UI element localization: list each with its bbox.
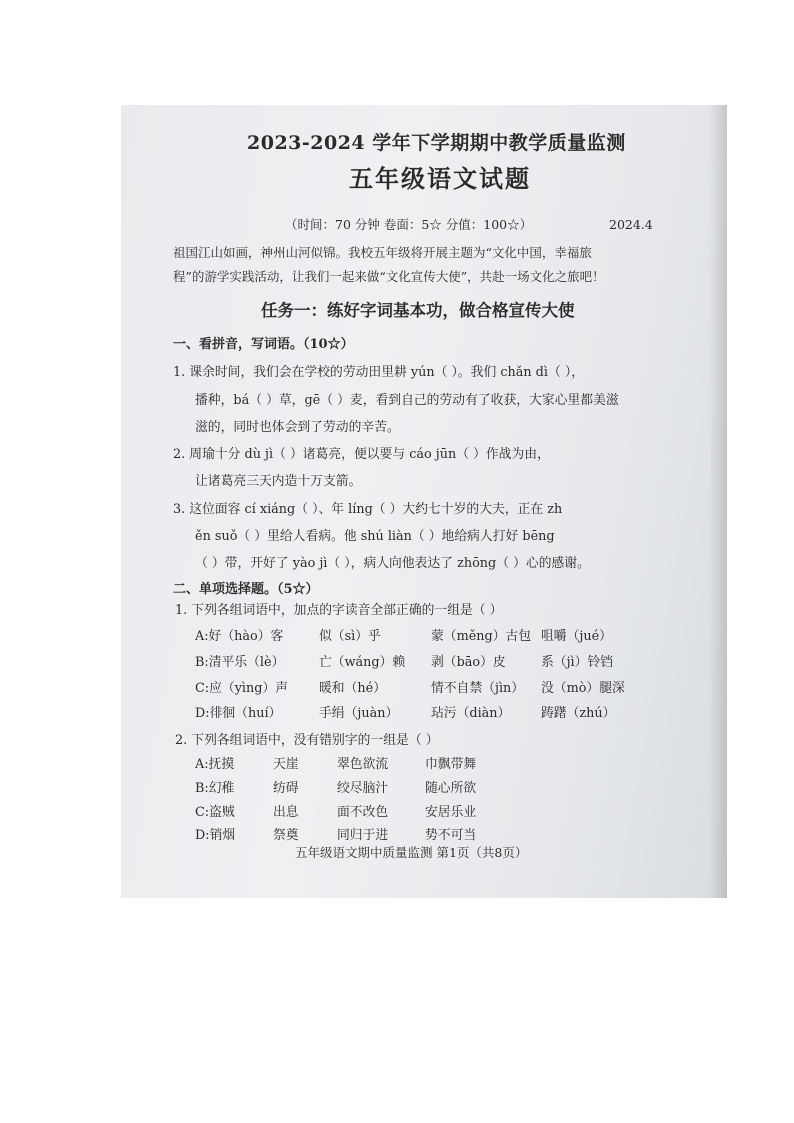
s2-q2-option-a-2: 天崖 — [273, 757, 299, 772]
s2-q2-option-c-1: C:盗贼 — [195, 805, 235, 820]
s2-q1-option-b-2: 亡（wáng）赖 — [319, 655, 406, 670]
exam-meta: （时间：70 分钟 卷面：5☆ 分值：100☆） — [285, 217, 533, 232]
s2-q2-option-a-3: 翠色欲流 — [337, 757, 389, 772]
section1-heading: 一、看拼音，写词语。（10☆） — [173, 337, 354, 352]
s2-q2-option-d-1: D:销烟 — [195, 828, 236, 843]
intro-line-2: 程”的游学实践活动，让我们一起来做“文化宣传大使”，共赴一场文化之旅吧！ — [173, 269, 605, 284]
s2-q2-option-c-3: 面不改色 — [337, 805, 389, 820]
s2-q2-option-a-4: 巾飘带舞 — [425, 757, 477, 772]
s2-q2: 2. 下列各组词语中，没有错别字的一组是（ ） — [175, 733, 439, 748]
s2-q1-option-c-1: C:应（yìng）声 — [195, 681, 289, 696]
s2-q1-option-c-2: 暖和（hé） — [319, 681, 387, 696]
s2-q1-option-d-3: 玷污（diàn） — [431, 706, 511, 721]
intro-line-1: 祖国江山如画，神州山河似锦。我校五年级将开展主题为“文化中国，幸福旅 — [173, 245, 592, 260]
s2-q2-option-b-2: 纺碍 — [273, 781, 299, 796]
s2-q1-option-a-2: 似（sì）乎 — [319, 629, 381, 644]
exam-title: 2023-2024 学年下学期期中教学质量监测 — [247, 132, 626, 154]
task-title: 任务一：练好字词基本功，做合格宣传大使 — [261, 301, 575, 320]
s2-q2-option-c-4: 安居乐业 — [425, 805, 477, 820]
exam-subtitle: 五年级语文试题 — [349, 164, 531, 193]
s1-q3-line1: 3. 这位面容 cí xiáng（ ）、年 líng（ ）大约七十岁的大夫，正在 zh — [173, 502, 563, 517]
s2-q1-option-d-2: 手绢（juàn） — [319, 706, 399, 721]
s2-q1: 1. 下列各组词语中，加点的字读音全部正确的一组是（ ） — [175, 603, 503, 618]
s2-q1-option-c-3: 情不自禁（jìn） — [431, 681, 525, 696]
s2-q2-option-b-4: 随心所欲 — [425, 781, 477, 796]
s1-q3-line2: ěn suǒ（ ）里给人看病。他 shú liàn（ ）地给病人打好 bēng — [195, 529, 555, 544]
s2-q1-option-a-1: A:好（hào）客 — [195, 629, 284, 644]
exam-photo — [121, 105, 727, 898]
s2-q2-option-b-1: B:幻稚 — [195, 781, 235, 796]
s2-q1-option-d-4: 踌躇（zhú） — [541, 706, 616, 721]
s2-q1-option-a-4: 咀嚼（jué） — [541, 629, 612, 644]
s1-q3-line3: （ ）带，开好了 yào jì（ ），病人向他表达了 zhōng（ ）心的感谢。 — [195, 556, 590, 571]
s1-q2-line1: 2. 周瑜十分 dù jì（ ）诸葛亮，便以要与 cáo jūn（ ）作战为由， — [173, 447, 550, 462]
s2-q1-option-d-1: D:徘徊（huí） — [195, 706, 282, 721]
s2-q1-option-b-1: B:清平乐（lè） — [195, 655, 285, 670]
s2-q2-option-d-3: 同归于进 — [337, 828, 389, 843]
s2-q1-option-a-3: 蒙（měng）古包 — [431, 629, 532, 644]
section2-heading: 二、单项选择题。（5☆） — [173, 582, 319, 597]
page-footer: 五年级语文期中质量监测 第1页（共8页） — [295, 845, 528, 860]
s1-q2-line2: 让诸葛亮三天内造十万支箭。 — [195, 474, 362, 489]
s2-q2-option-d-4: 势不可当 — [425, 828, 477, 843]
s2-q1-option-b-3: 剥（bāo）皮 — [431, 655, 506, 670]
s2-q1-option-b-4: 系（jì）铃铛 — [541, 655, 614, 670]
exam-date: 2024.4 — [609, 217, 653, 232]
s2-q1-option-c-4: 没（mò）腿深 — [541, 681, 625, 696]
s1-q1-line2: 播种，bá（ ）草，gē（ ）麦，看到自己的劳动有了收获，大家心里都美滋 — [195, 393, 619, 408]
s2-q2-option-c-2: 出息 — [273, 805, 299, 820]
s2-q2-option-d-2: 祭奠 — [273, 828, 299, 843]
s2-q2-option-b-3: 绞尽脑汁 — [337, 781, 389, 796]
s1-q1-line3: 滋的，同时也体会到了劳动的辛苦。 — [195, 420, 400, 435]
s2-q2-option-a-1: A:抚摸 — [195, 757, 235, 772]
s1-q1-line1: 1. 课余时间，我们会在学校的劳动田里耕 yún（ ）。我们 chǎn dì（ ）， — [173, 365, 585, 380]
